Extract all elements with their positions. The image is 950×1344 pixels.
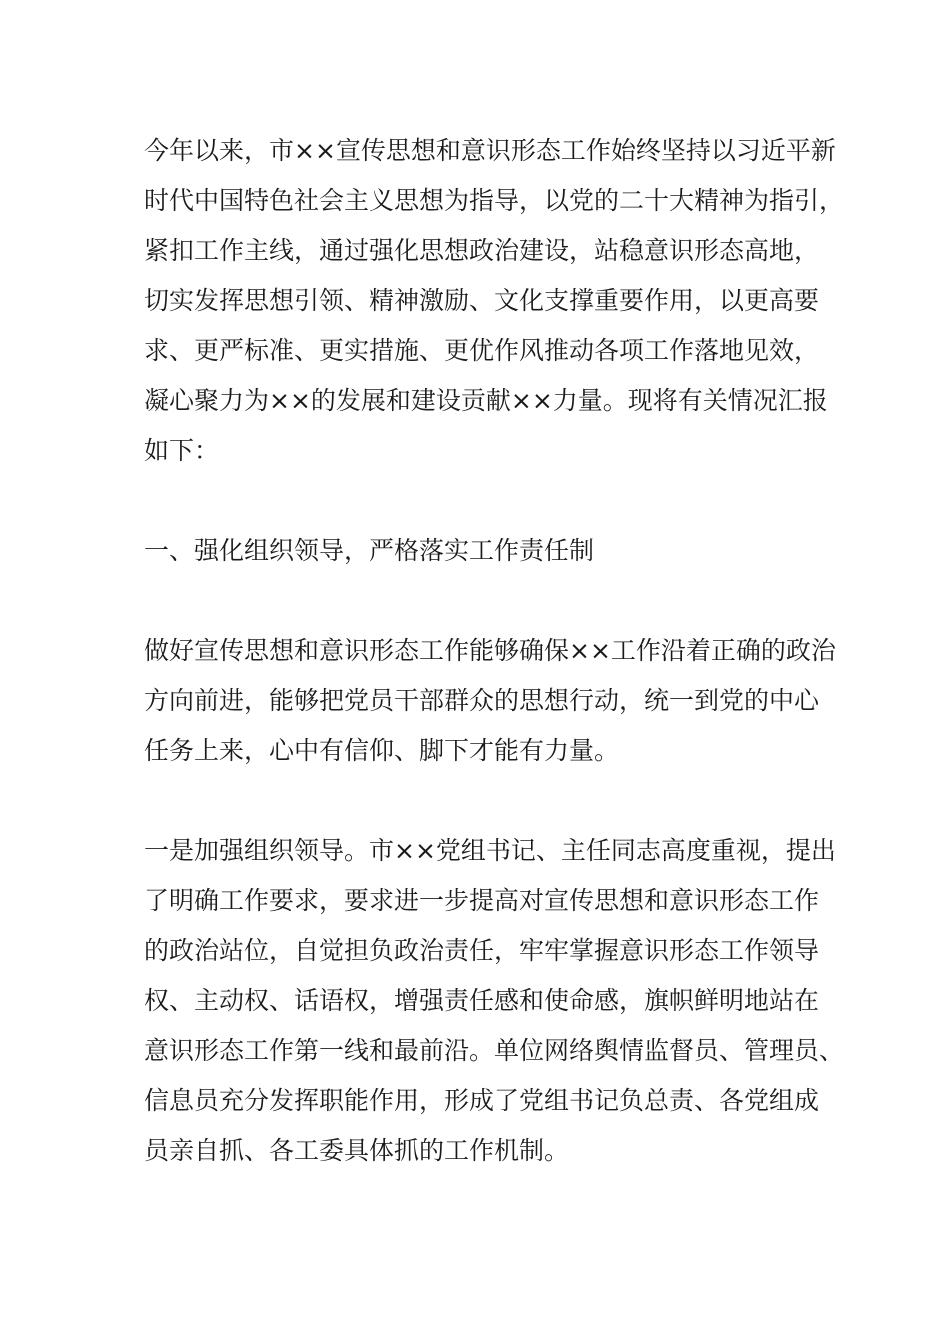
paragraph-spacer xyxy=(144,776,824,826)
paragraph-line: 凝心聚力为××的发展和建设贡献××力量。现将有关情况汇报 xyxy=(144,386,828,415)
section-paragraph xyxy=(144,626,836,776)
paragraph-spacer xyxy=(144,476,824,526)
paragraph-line: 时代中国特色社会主义思想为指导，以党的二十大精神为指引， xyxy=(144,186,845,215)
paragraph-line: 紧扣工作主线，通过强化思想政治建设，站稳意识形态高地， xyxy=(144,236,820,265)
heading-line: 一、强化组织领导，严格落实工作责任制 xyxy=(144,536,595,565)
paragraph-line: 的政治站位，自觉担负政治责任，牢牢掌握意识形态工作领导 xyxy=(144,936,820,965)
paragraph-line: 一是加强组织领导。市××党组书记、主任同志高度重视，提出 xyxy=(144,836,836,865)
paragraph-spacer xyxy=(144,576,824,626)
document-body xyxy=(144,126,845,1176)
paragraph-line: 信息员充分发挥职能作用，形成了党组书记负总责、各党组成 xyxy=(144,1086,820,1115)
paragraph-line: 今年以来，市××宣传思想和意识形态工作始终坚持以习近平新 xyxy=(144,136,836,165)
paragraph-line: 方向前进，能够把党员干部群众的思想行动，统一到党的中心 xyxy=(144,686,820,715)
detail-paragraph xyxy=(144,826,845,1176)
paragraph-line: 做好宣传思想和意识形态工作能够确保××工作沿着正确的政治 xyxy=(144,636,836,665)
paragraph-line: 切实发挥思想引领、精神激励、文化支撑重要作用，以更高要 xyxy=(144,286,820,315)
intro-paragraph xyxy=(144,126,845,476)
paragraph-line: 了明确工作要求，要求进一步提高对宣传思想和意识形态工作 xyxy=(144,886,820,915)
paragraph-line: 如下： xyxy=(144,436,220,465)
paragraph-line: 意识形态工作第一线和最前沿。单位网络舆情监督员、管理员、 xyxy=(144,1036,845,1065)
section-heading xyxy=(144,526,824,576)
paragraph-line: 任务上来，心中有信仰、脚下才能有力量。 xyxy=(144,736,620,765)
paragraph-line: 求、更严标准、更实措施、更优作风推动各项工作落地见效， xyxy=(144,336,820,365)
paragraph-line: 权、主动权、话语权，增强责任感和使命感，旗帜鲜明地站在 xyxy=(144,986,820,1015)
paragraph-line: 员亲自抓、各工委具体抓的工作机制。 xyxy=(144,1136,570,1165)
